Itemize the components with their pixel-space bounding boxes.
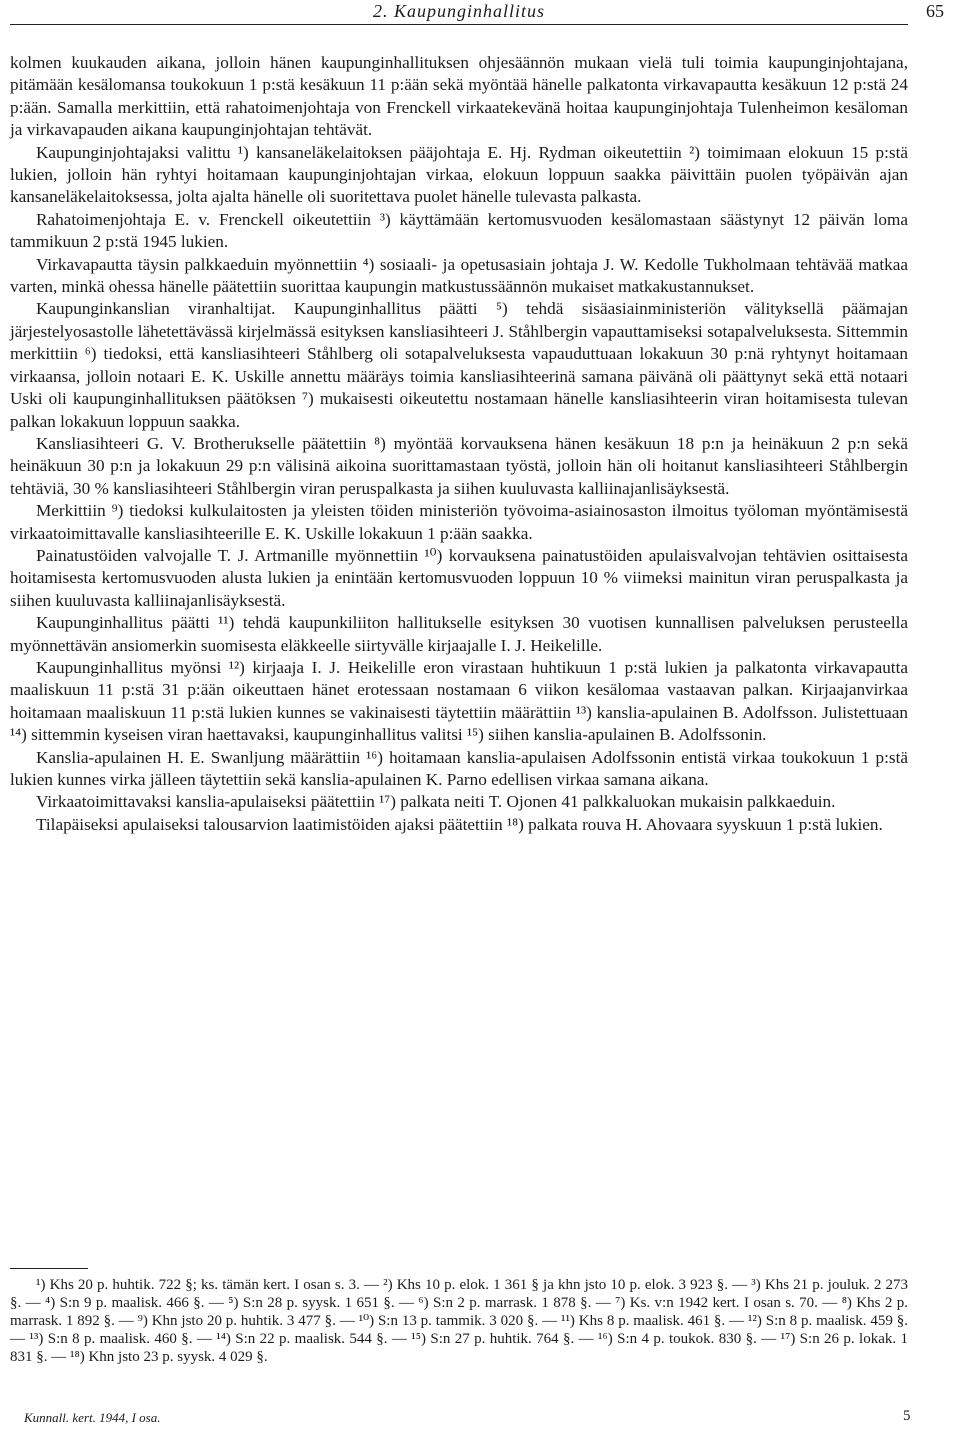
paragraph: Virkaatoimittavaksi kanslia-apulaiseksi päätettiin ¹⁷) palkata neiti T. Ojonen 41 palkkaluokan mukaisin palkkaeduin.: [36, 792, 836, 812]
running-header: [10, 0, 944, 25]
paragraph: Kaupunginkanslian viranhaltijat. Kaupunginhallitus päätti ⁵) tehdä sisäasiainministeriön välityksellä päämajan järjestelyosastolle lähetettävässä kirjelmässä esityksen kansliasihteeri J. Ståhlbergin vapauttamiseksi sotapalveluksesta. Sittemmin merkittiin ⁶) tiedoksi, että kansliasihteeri Ståhlberg oli sotapalveluksesta vapauduttuaan lokakuun 30 p:nä ryhtynyt hoitamaan virkaansa, jolloin notaari E. K. Uskille annettu määräys toimia kansliasihteerinä samana päivänä oli päättynyt sekä että notaari Uski oli kaupunginhallituksen päätöksen ⁷) mukaisesti oikeutettu nostamaan hänelle kansliasihteerin viran hoitamisesta tulevan palkan lokakuun loppuun saakka.: [10, 299, 908, 431]
body-text: [10, 52, 908, 836]
paragraph: Merkittiin ⁹) tiedoksi kulkulaitosten ja yleisten töiden ministeriön työvoima-asiainosaston ilmoitus työloman myöntämisestä virkaatoimittavalle kansliasihteerille E. K. Uskille lokakuun 1 p:ään saakka.: [10, 501, 908, 543]
paragraph: Kansliasihteeri G. V. Brotherukselle päätettiin ⁸) myöntää korvauksena hänen kesäkuun 18 p:n ja heinäkuun 2 p:n sekä heinäkuun 30 p:n ja lokakuun 29 p:n välisinä aikoina suorittamastaan työstä, jolloin hän oli hoitanut kansliasihteeri Ståhlbergin tehtäviä, 30 % kansliasihteeri Ståhlbergin viran peruspalkasta ja siihen kuuluvasta kalliinajanlisäyksestä.: [10, 433, 908, 498]
paragraph: Kaupunginhallitus päätti ¹¹) tehdä kaupunkiliiton hallitukselle esityksen 30 vuotisen kunnallisen palveluksen perusteella myönnettävän ansiomerkin suomisesta eläkkeelle siirtyvälle kirjaajalle I. J. Heikelille.: [10, 613, 908, 655]
paragraph: Tilapäiseksi apulaiseksi talousarvion laatimistöiden ajaksi päätettiin ¹⁸) palkata rouva H. Ahovaara syyskuun 1 p:stä lukien.: [36, 814, 883, 834]
paragraph: kolmen kuukauden aikana, jolloin hänen kaupunginhallituksen ohjesäännön mukaan vielä tuli toimia kaupunginjohtajana, pitämään kesälomansa toukokuun 1 p:stä kesäkuun 11 p:ään sekä myöntää hänelle palkatonta virkavapautta kesäkuun 12 p:stä 24 p:ään. Samalla merkittiin, että rahatoimenjohtaja von Frenckell virkaatekevänä hoitaa kaupunginjohtaja Tulenheimon kesäloman ja virkavapauden aikana kaupunginjohtajan tehtävät.: [10, 53, 908, 140]
source-note: Kunnall. kert. 1944, I osa.: [24, 1410, 161, 1425]
paragraph: Virkavapautta täysin palkkaeduin myönnettiin ⁴) sosiaali- ja opetusasiain johtaja J. W. Kedolle Tukholmaan tehtävää matkaa varten, minkä ohessa hänelle päätettiin suorittaa kaupungin matkustussäännön mukaiset matkakustannukset.: [10, 254, 908, 297]
section-title: 2. Kaupunginhallitus: [372, 1, 545, 21]
signature-mark: 5: [903, 1408, 911, 1424]
paragraph: Kaupunginhallitus myönsi ¹²) kirjaaja I. J. Heikelille eron virastaan huhtikuun 1 p:stä lukien ja palkatonta virkavapautta maaliskuun 11 p:stä 31 p:ään oikeuttaen hänet erotessaan nostamaan 6 viikon kesälomaa vastaavan palkan. Kirjaajanvirkaa hoitamaan maaliskuun 11 p:stä lukien kunnes se vakinaisesti täytettiin määrättiin ¹³) kanslia-apulainen B. Adolfsson. Julistettuaan ¹⁴) sittemmin kyseisen viran haettavaksi, kaupunginhallitus valitsi ¹⁵) siihen kanslia-apulainen B. Adolfssonin.: [10, 657, 908, 745]
footnote-text: ¹) Khs 20 p. huhtik. 722 §; ks. tämän kert. I osan s. 3. — ²) Khs 10 p. elok. 1 361 § ja khn jsto 10 p. elok. 3 923 §. — ³) Khs 21 p. jouluk. 2 273 §. — ⁴) S:n 9 p. maalisk. 466 §. — ⁵) S:n 28 p. syysk. 1 651 §. — ⁶) S:n 2 p. marrask. 1 878 §. — ⁷) Ks. v:n 1942 kert. I osan s. 70. — ⁸) Khs 2 p. marrask. 1 892 §. — ⁹) Khn jsto 20 p. huhtik. 3 477 §. — ¹⁰) S:n 13 p. tammik. 3 020 §. — ¹¹) Khs 8 p. maalisk. 461 §. — ¹²) S:n 8 p. maalisk. 459 §. — ¹³) S:n 8 p. maalisk. 460 §. — ¹⁴) S:n 22 p. maalisk. 544 §. — ¹⁵) S:n 27 p. huhtik. 764 §. — ¹⁶) S:n 4 p. toukok. 830 §. — ¹⁷) S:n 26 p. lokak. 1 831 §. — ¹⁸) Khn jsto 23 p. syysk. 4 029 §.: [10, 1277, 908, 1365]
paragraph: Kanslia-apulainen H. E. Swanljung määrättiin ¹⁶) hoitamaan kanslia-apulaisen Adolfssonin entistä virkaa toukokuun 1 p:stä lukien kunnes virka jälleen täytettiin sekä kanslia-apulainen K. Parno edellisen virkaa samana aikana.: [10, 747, 908, 789]
footnote-divider: [10, 1268, 88, 1269]
paragraph: Rahatoimenjohtaja E. v. Frenckell oikeutettiin ³) käyttämään kertomusvuoden kesälomastaan säästynyt 12 päivän loma tammikuun 2 p:stä 1945 lukien.: [10, 209, 908, 252]
paragraph: Kaupunginjohtajaksi valittu ¹) kansaneläkelaitoksen pääjohtaja E. Hj. Rydman oikeutettiin ²) toimimaan elokuun 15 p:stä lukien, jolloin hän ryhtyi hoitamaan kaupunginjohtajan virkaa, elokuun loppuun saakka päivittäin puolen työpäivän ajan kansaneläkelaitoksessa, jolta ajalta hänelle oli suoritettava puolet hänelle tulevasta palkasta.: [10, 142, 908, 207]
paragraph: Painatustöiden valvojalle T. J. Artmanille myönnettiin ¹⁰) korvauksena painatustöiden apulaisvalvojan tehtävien osittaisesta hoitamisesta kertomusvuoden alusta lukien ja enintään kertomusvuoden loppuun 10 % viimeksi mainitun viran peruspalkasta ja siihen kuuluvasta kalliinajanlisäyksestä.: [10, 545, 908, 610]
footnotes: [10, 1268, 908, 1367]
page-number: 65: [926, 1, 944, 21]
